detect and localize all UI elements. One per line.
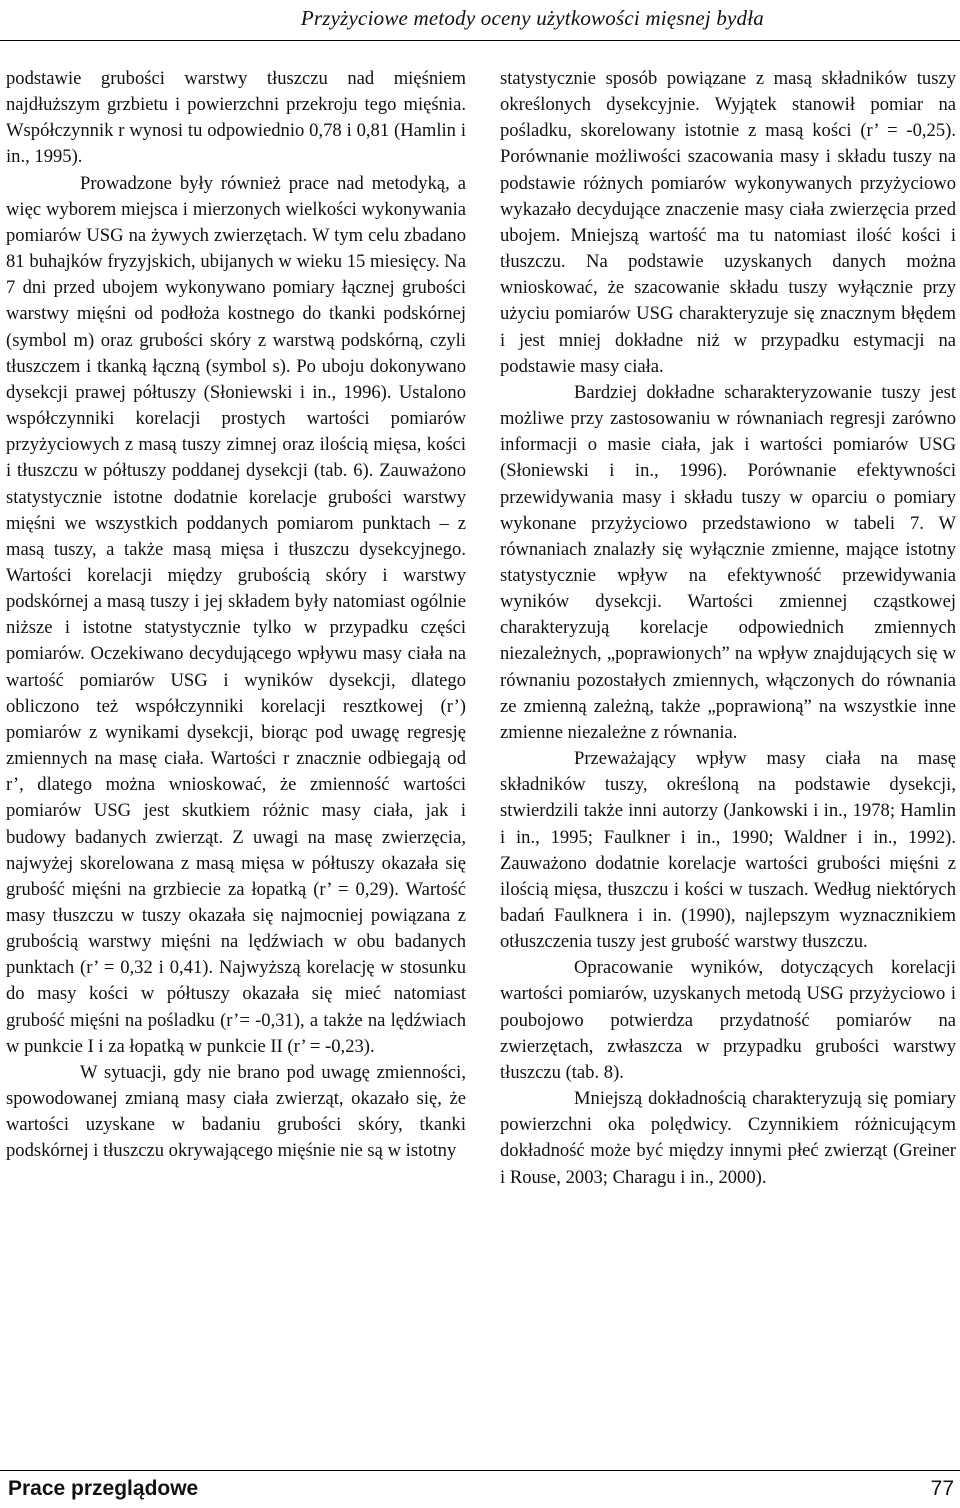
footer-rule <box>0 1470 960 1471</box>
right-paragraph-1: statystycznie sposób powiązane z masą składników tuszy określonych dysekcyjnie. Wyjątek stanowił pomiar na pośladku, skorelowany istotnie z masą kości (r’ = -0,25). Porównanie możliwości szacowania masy i składu tuszy na podstawie różnych pomiarów wykonywanych przyżyciowo wykazało decydujące znaczenie masy ciała zwierzęcia przed ubojem. Mniejszą wartość ma tu natomiast ilość kości i tłuszczu. Na podstawie uzyskanych danych można wnioskować, że szacowanie składu tuszy wyłącznie przy użyciu pomiarów USG charakteryzuje się znacznym błędem i jest mniej dokładne niż w przypadku estymacji na podstawie masy ciała. <box>500 68 956 377</box>
page-number: 77 <box>930 1477 954 1500</box>
left-paragraph-3: W sytuacji, gdy nie brano pod uwagę zmienności, spowodowanej zmianą masy ciała zwierząt, okazało się, że wartości uzyskane w badaniu grubości skóry, tkanki podskórnej i tłuszczu okrywającego mięśnie nie są w istotny <box>6 1061 466 1162</box>
right-paragraph-3: Przeważający wpływ masy ciała na masę składników tuszy, określoną na podstawie dysekcji, stwierdzili także inni autorzy (Jankowski i in., 1978; Hamlin i in., 1995; Faulkner i in., 1990; Waldner i in., 1992). Zauważono dodatnie korelacje wartości grubości mięśni z ilością mięsa, tłuszczu i kości w tuszach. Według niektórych badań Faulknera i in. (1990), najlepszym wyznacznikiem otłuszczenia tuszy jest grubość warstwy tłuszczu. <box>500 748 956 953</box>
header-rule <box>0 40 960 41</box>
left-paragraph-2: Prowadzone były również prace nad metodyką, a więc wyborem miejsca i mierzonych wielkości wykonywania pomiarów USG na żywych zwierzętach. W tym celu zbadano 81 buhajków fryzyjskich, ubijanych w wieku 15 miesięcy. Na 7 dni przed ubojem wykonywano pomiary łącznej grubości warstwy mięśni od podłoża kostnego do tkanki podskórnej (symbol m) oraz grubości skóry z warstwą podskórną, czyli tłuszczem i tkanką łączną (symbol s). Po uboju dokonywano dysekcji prawej półtuszy (Słoniewski i in., 1996). Ustalono współczynniki korelacji prostych wartości pomiarów przyżyciowych z masą tuszy zimnej oraz ilością mięsa, kości i tłuszczu w półtuszy poddanej dysekcji (tab. 6). Zauważono statystycznie istotne dodatnie korelacje grubości warstwy mięśni we wszystkich poddanych pomiarom punktach – z masą tuszy, a także masą mięsa i tłuszczu dysekcyjnego. Wartości korelacji między grubością skóry i warstwy podskórnej a masą tuszy i jej składem były natomiast ogólnie niższe i istotne statystycznie tylko w przypadku części pomiarów. Oczekiwano decydującego wpływu masy ciała na wartość pomiarów USG i wyników dysekcji, dlatego obliczono też współczynniki korelacji resztkowej (r’) pomiarów z wynikami dysekcji, biorąc pod uwagę regresję zmiennych na masę ciała. Wartości r znacznie odbiegają od r’, dlatego można wnioskować, że zmienność wartości pomiarów USG jest skutkiem różnic masy ciała, jak i budowy badanych zwierząt. Z uwagi na masę zwierzęcia, najwyżej skorelowana z masą mięsa w półtuszy okazała się grubość mięśni na grzbiecie za łopatką (r’ = 0,29). Wartość masy tłuszczu w tuszy okazała się najmocniej powiązana z grubością warstwy mięśni na lędźwiach w obu badanych punktach (r’ = 0,32 i 0,41). Najwyższą korelację w stosunku do masy kości w półtuszy okazała się mieć natomiast grubość mięśni na pośladku (r’= -0,31), a także na lędźwiach w punkcie I i za łopatką w punkcie II (r’ = -0,23). <box>6 172 466 1057</box>
right-column <box>500 66 956 1191</box>
left-column <box>6 66 466 1165</box>
left-paragraph-1: podstawie grubości warstwy tłuszczu nad mięśniem najdłuższym grzbietu i powierzchni przekroju tego mięśnia. Współczynnik r wynosi tu odpowiednio 0,78 i 0,81 (Hamlin i in., 1995). <box>6 68 466 168</box>
right-paragraph-4: Opracowanie wyników, dotyczących korelacji wartości pomiarów, uzyskanych metodą USG przyżyciowo i poubojowo potwierdza przydatność pomiarów na zwierzętach, zwłaszcza w przypadku grubości warstwy tłuszczu (tab. 8). <box>500 957 956 1083</box>
footer-section-label: Prace przeglądowe <box>8 1477 199 1500</box>
right-paragraph-2: Bardziej dokładne scharakteryzowanie tuszy jest możliwe przy zastosowaniu w równaniach regresji zarówno informacji o masie ciała, jak i wartości pomiarów USG (Słoniewski i in., 1996). Porównanie efektywności przewidywania masy i składu tuszy w oparciu o pomiary wykonane przyżyciowo przedstawiono w tabeli 7. W równaniach znalazły się wyłącznie zmienne, mające istotny statystycznie wpływ na efektywność przewidywania wyników dysekcji. Wartości zmiennej cząstkowej charakteryzują korelacje odpowiednich zmiennych niezależnych, „poprawionych” na wpływ znajdujących się w równaniu pozostałych zmiennych, włączonych do równania ze zmienną zależną, także „poprawioną” na wszystkie inne zmienne niezależne z równania. <box>500 381 956 743</box>
right-paragraph-5: Mniejszą dokładnością charakteryzują się pomiary powierzchni oka polędwicy. Czynnikiem różnicującym dokładność może być między innymi płeć zwierząt (Greiner i Rouse, 2003; Charagu i in., 2000). <box>500 1088 956 1188</box>
running-header: Przyżyciowe metody oceny użytkowości mięsnej bydła <box>300 6 764 30</box>
